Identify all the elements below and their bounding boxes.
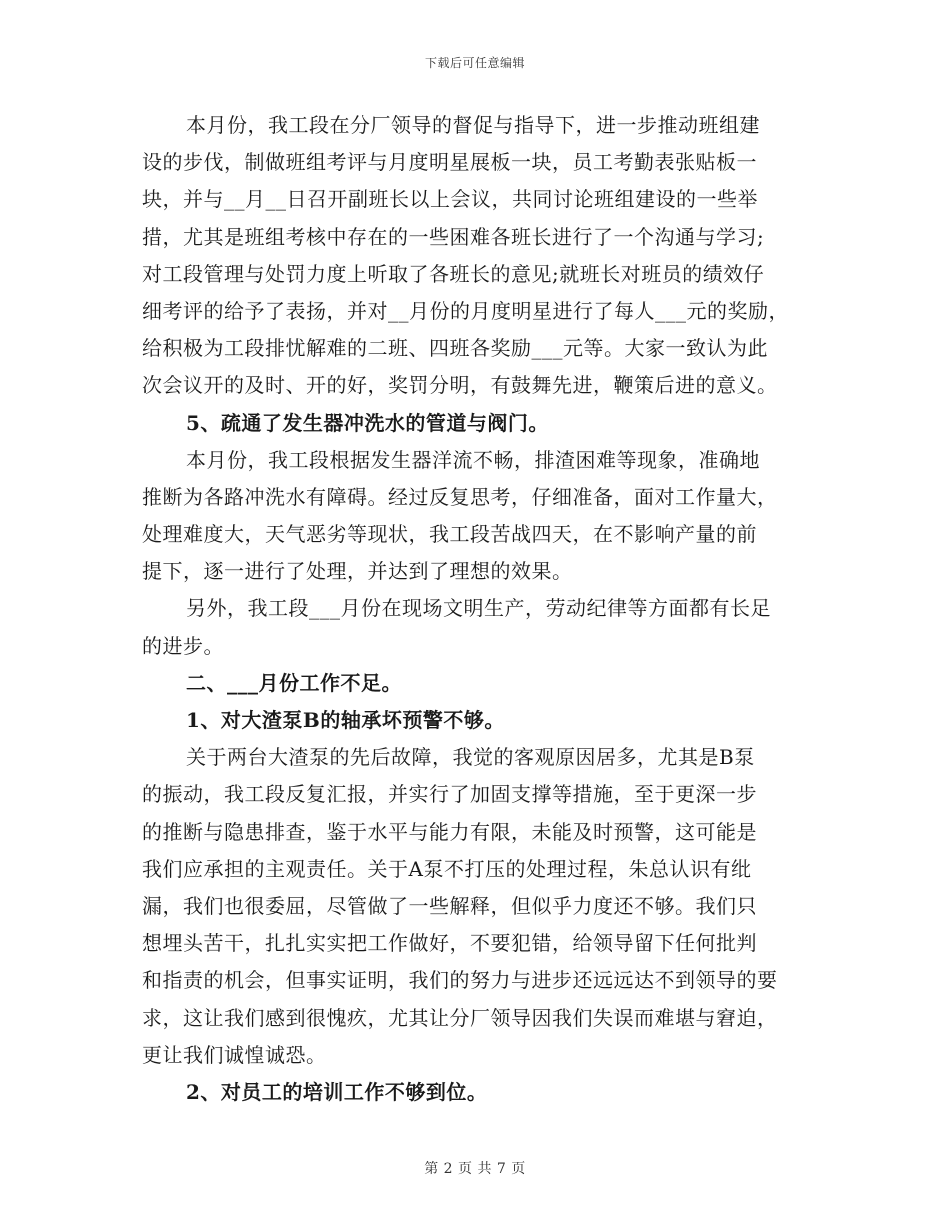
text-line: 对工段管理与处罚力度上听取了各班长的意见;就班长对班员的绩效仔 xyxy=(142,261,765,286)
text-line: 的进步。 xyxy=(142,633,224,658)
section-heading-line: 5、疏通了发生器冲洗水的管道与阀门。 xyxy=(186,410,549,435)
section-heading-line: 2、对员工的培训工作不够到位。 xyxy=(186,1079,488,1104)
page-number: 第 2 页 共 7 页 xyxy=(424,1161,526,1177)
text-line: 的振动，我工段反复汇报，并实行了加固支撑等措施，至于更深一步 xyxy=(142,782,757,807)
text-line: 我们应承担的主观责任。关于A泵不打压的处理过程，朱总认识有纰 xyxy=(142,856,752,881)
text-line: 更让我们诚惶诚恐。 xyxy=(142,1042,327,1067)
text-line: 的推断与隐患排查，鉴于水平与能力有限，未能及时预警，这可能是 xyxy=(142,819,757,844)
text-line: 想埋头苦干，扎扎实实把工作做好，不要犯错，给领导留下任何批判 xyxy=(142,931,757,956)
text-line: 次会议开的及时、开的好，奖罚分明，有鼓舞先进，鞭策后进的意义。 xyxy=(142,373,778,398)
text-line: 漏，我们也很委屈，尽管做了一些解释，但似乎力度还不够。我们只 xyxy=(142,893,757,918)
text-line: 设的步伐，制做班组考评与月度明星展板一块，员工考勤表张贴板一 xyxy=(142,150,757,175)
document-body xyxy=(142,107,818,1111)
text-line: 另外，我工段___月份在现场文明生产，劳动纪律等方面都有长足 xyxy=(186,596,771,621)
text-line: 本月份，我工段根据发生器洋流不畅，排渣困难等现象，准确地 xyxy=(186,447,760,472)
page-header: 下载后可任意编辑 xyxy=(424,56,525,70)
text-line: 块，并与__月__日召开副班长以上会议，共同讨论班组建设的一些举 xyxy=(142,187,758,212)
text-line: 提下，逐一进行了处理，并达到了理想的效果。 xyxy=(142,559,573,584)
text-line: 推断为各路冲洗水有障碍。经过反复思考，仔细准备，面对工作量大， xyxy=(142,484,778,509)
text-line: 求，这让我们感到很愧疚，尤其让分厂领导因我们失误而难堪与窘迫， xyxy=(142,1005,778,1030)
section-heading-line: 1、对大渣泵B的轴承坏预警不够。 xyxy=(186,708,505,732)
section-heading-line: 二、___月份工作不足。 xyxy=(186,670,402,695)
text-line: 措，尤其是班组考核中存在的一些困难各班长进行了一个沟通与学习; xyxy=(142,224,765,249)
text-line: 本月份，我工段在分厂领导的督促与指导下，进一步推动班组建 xyxy=(186,113,760,137)
text-line: 细考评的给予了表扬，并对__月份的月度明星进行了每人___元的奖励， xyxy=(142,298,789,323)
text-line: 给积极为工段排忧解难的二班、四班各奖励___元等。大家一致认为此 xyxy=(142,336,768,361)
text-line: 和指责的机会，但事实证明，我们的努力与进步还远远达不到领导的要 xyxy=(142,968,778,993)
text-line: 关于两台大渣泵的先后故障，我觉的客观原因居多，尤其是B泵 xyxy=(186,745,755,770)
text-line: 处理难度大，天气恶劣等现状，我工段苦战四天，在不影响产量的前 xyxy=(142,522,757,547)
